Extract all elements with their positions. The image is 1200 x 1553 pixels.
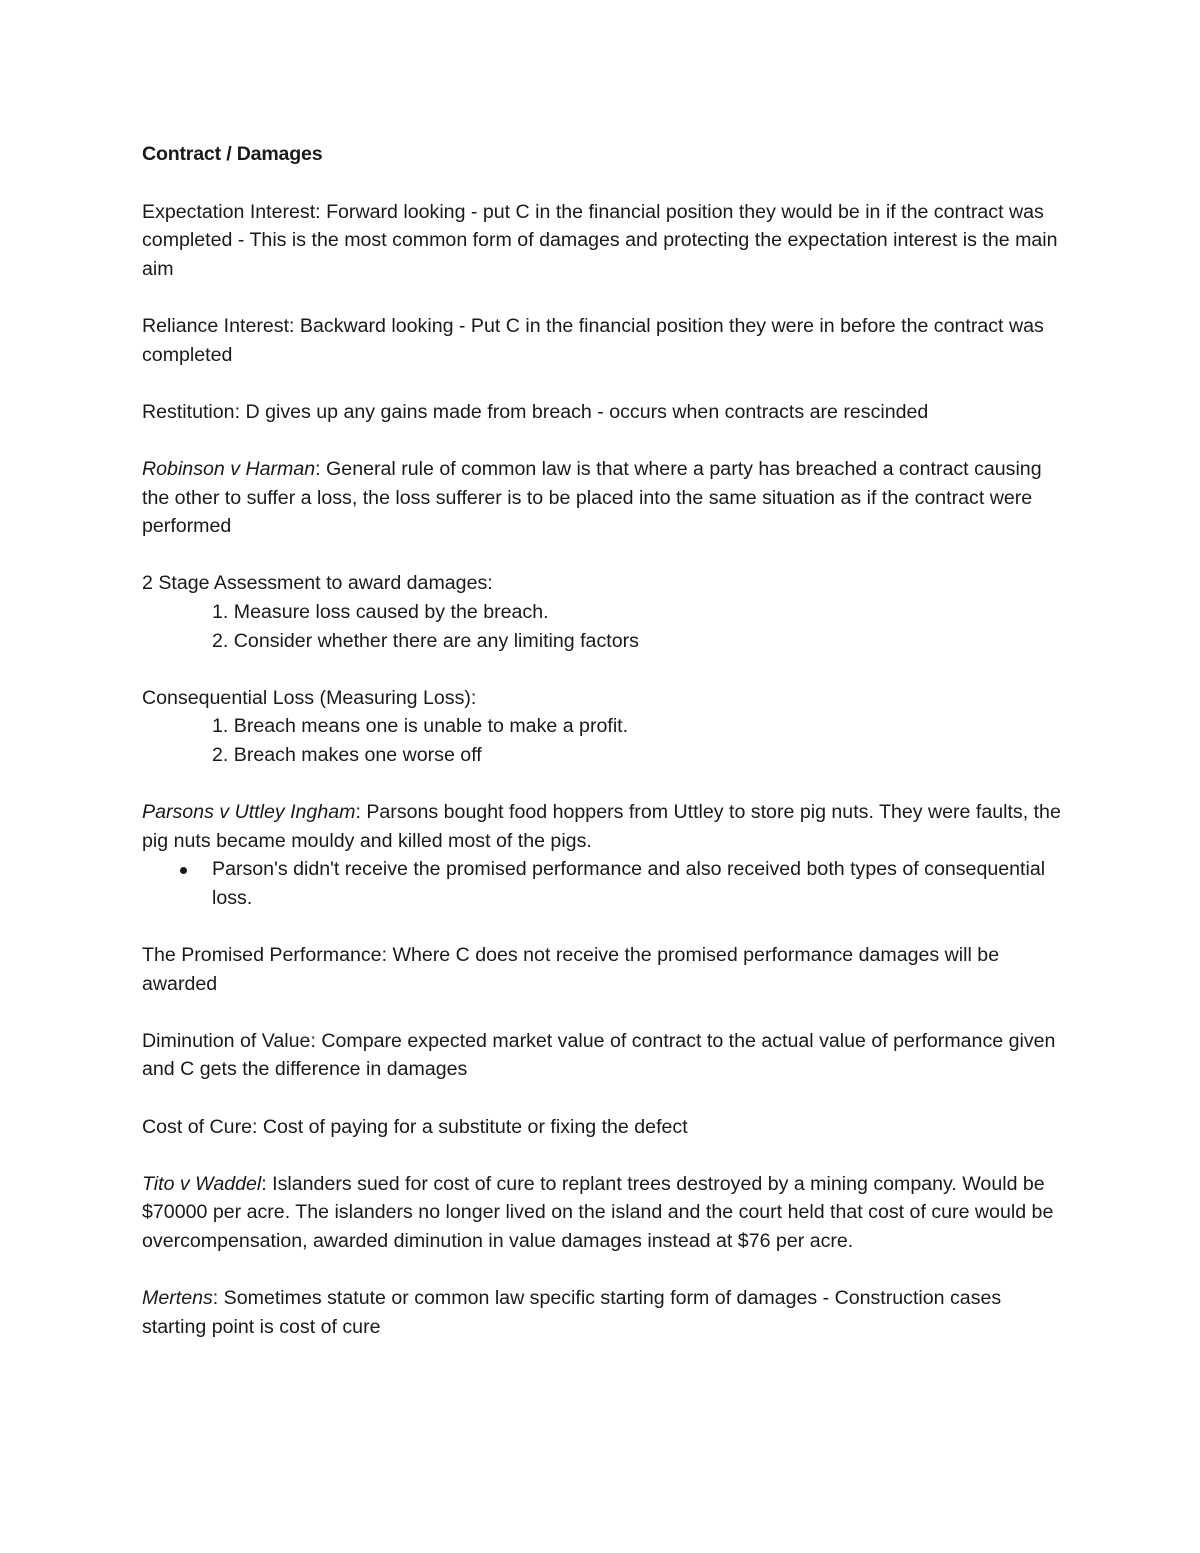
paragraph-cost-of-cure: [142, 1113, 1062, 1142]
reliance-label: Reliance Interest:: [142, 314, 295, 337]
restitution-text: D gives up any gains made from breach - occurs when contracts are rescinded: [240, 400, 929, 423]
case-name-mertens: Mertens: [142, 1287, 213, 1310]
paragraph-tito-v-waddel: [142, 1170, 1062, 1256]
document-title: Contract / Damages: [142, 143, 323, 165]
two-stage-list: [142, 598, 1062, 655]
reliance-text: Backward looking - Put C in the financial position they were in before the contract was completed: [142, 314, 1044, 366]
tito-text: : Islanders sued for cost of cure to replant trees destroyed by a mining company. Would be $70000 per acre. The islanders no longer lived on the island and the court held that cost of cure would be overcompensation, awarded diminution in value damages instead at $76 per acre.: [142, 1172, 1054, 1252]
paragraph-expectation-interest: [142, 198, 1062, 284]
list-item: [142, 855, 1062, 912]
promised-text: Where C does not receive the promised performance damages will be awarded: [142, 944, 1000, 995]
case-name-tito: Tito v Waddel: [142, 1172, 262, 1195]
paragraph-mertens: [142, 1284, 1062, 1341]
paragraph-restitution: [142, 398, 1062, 427]
diminution-label: Diminution of Value:: [142, 1029, 316, 1052]
robinson-text: : General rule of common law is that where a party has breached a contract causing the other to suffer a loss, the loss sufferer is to be placed into the same situation as if the contract were performed: [142, 457, 1042, 538]
paragraph-parsons-v-uttley: [142, 798, 1062, 855]
two-stage-heading: 2 Stage Assessment to award damages:: [142, 572, 493, 595]
list-item: 1. Breach means one is unable to make a profit.: [212, 715, 629, 738]
case-name-robinson: Robinson v Harman: [142, 457, 316, 480]
document-page: [142, 140, 1062, 1370]
parsons-bullet-text: Parson's didn't receive the promised performance and also received both types of consequential loss.: [212, 858, 1046, 909]
parsons-bullet-list: [142, 855, 1062, 912]
restitution-label: Restitution:: [142, 400, 241, 423]
list-item: 2. Breach makes one worse off: [212, 743, 482, 766]
list-item: 1. Measure loss caused by the breach.: [212, 600, 549, 623]
paragraph-reliance-interest: [142, 312, 1062, 369]
promised-label: The Promised Performance:: [142, 944, 388, 967]
consequential-loss-heading: Consequential Loss (Measuring Loss):: [142, 686, 477, 709]
paragraph-robinson-v-harman: [142, 455, 1062, 541]
mertens-text: : Sometimes statute or common law specific starting form of damages - Construction cases starting point is cost of cure: [142, 1287, 1002, 1338]
paragraph-diminution-of-value: [142, 1027, 1062, 1084]
expectation-label: Expectation Interest:: [142, 200, 321, 223]
expectation-text: Forward looking - put C in the financial position they would be in if the contract was completed - This is the most common form of damages and protecting the expectation interest is the main aim: [142, 200, 1058, 280]
cure-text: Cost of paying for a substitute or fixing the defect: [257, 1115, 688, 1138]
diminution-text: Compare expected market value of contract to the actual value of performance given and C gets the difference in damages: [142, 1029, 1056, 1081]
bullet-icon: [180, 867, 187, 874]
list-item: 2. Consider whether there are any limiting factors: [212, 629, 639, 652]
cure-label: Cost of Cure:: [142, 1115, 258, 1138]
consequential-loss-list: [142, 712, 1062, 769]
parsons-text: : Parsons bought food hoppers from Uttley to store pig nuts. They were faults, the pig nuts became mouldy and killed most of the pigs.: [142, 801, 1061, 852]
case-name-parsons: Parsons v Uttley Ingham: [142, 801, 356, 824]
paragraph-promised-performance: [142, 941, 1062, 998]
